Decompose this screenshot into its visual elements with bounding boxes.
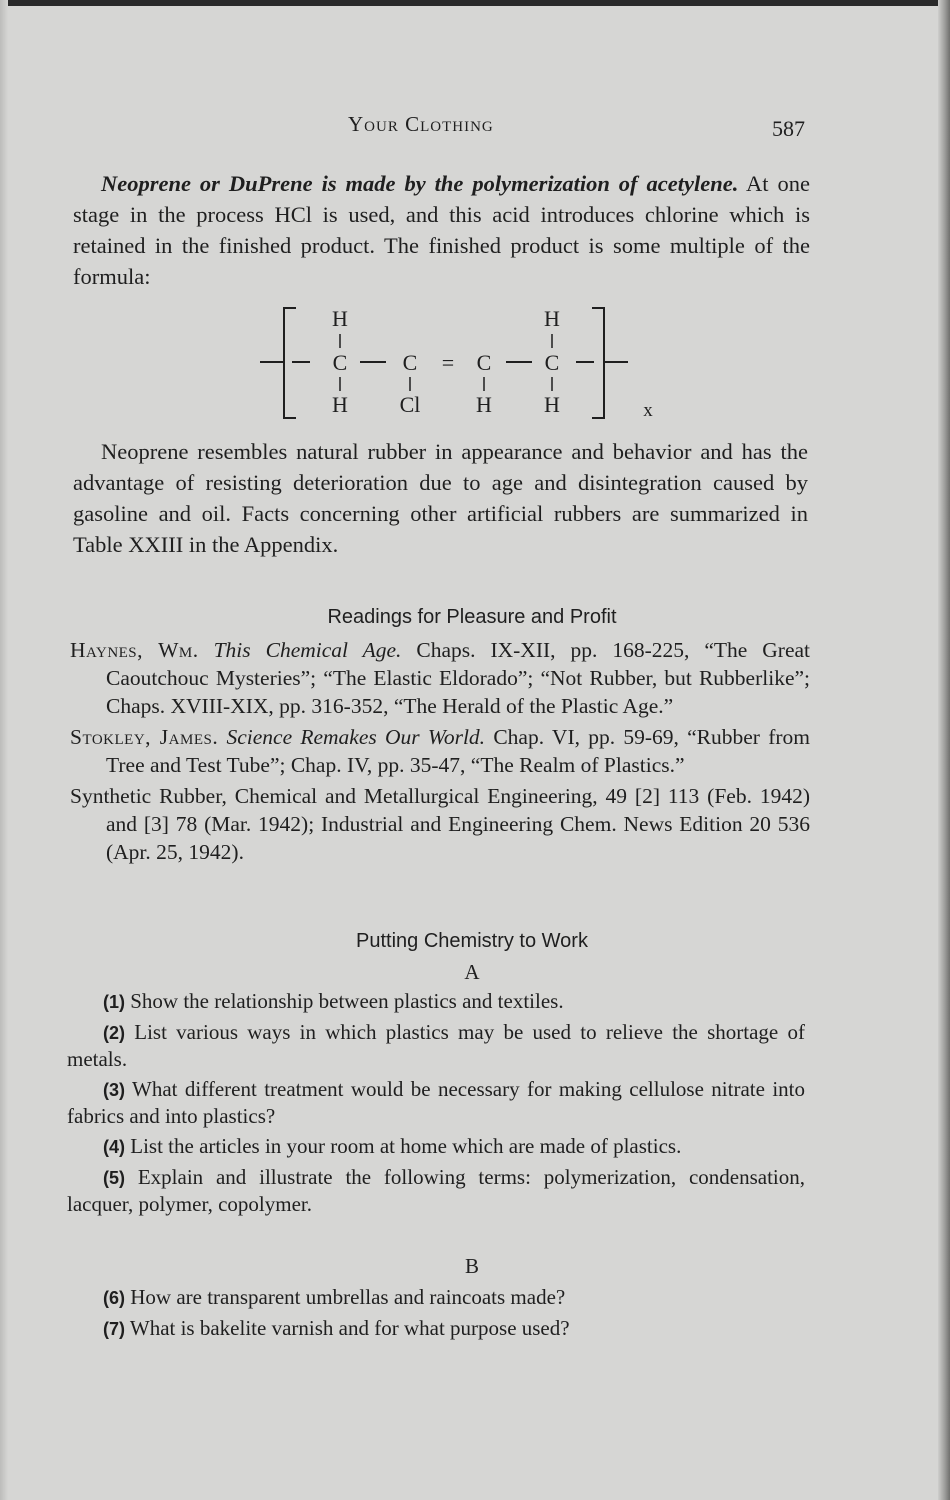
atom-c-1: C: [332, 350, 348, 375]
question-text: What is bakelite varnish and for what purpose used?: [129, 1316, 570, 1340]
section-b-label: B: [464, 1254, 479, 1278]
atom-c-4: C: [544, 350, 560, 375]
question-item: [67, 988, 805, 1015]
question-number: (4): [103, 1137, 125, 1157]
question-item: [67, 1315, 805, 1342]
atom-h-bottom-3: H: [476, 392, 492, 417]
atom-c-2: C: [402, 350, 418, 375]
atom-h-bottom-1: H: [332, 392, 348, 417]
paragraph-body: At one stage in the process HCl is used, and this acid introduces chlorine which is retained in the finished product. The finished product is some multiple of the formula:: [73, 171, 810, 289]
question-number: (7): [103, 1319, 125, 1339]
putting-heading: Putting Chemistry to Work: [356, 930, 588, 952]
atom-c-3: C: [476, 350, 492, 375]
reading-author: Haynes, Wm.: [70, 638, 199, 662]
question-text: What different treatment would be necessary for making cellulose nitrate into fabrics and into plastics?: [67, 1077, 805, 1128]
question-item: [67, 1019, 805, 1072]
questions-section-b: [67, 1284, 805, 1346]
formula-diagram: [250, 300, 670, 430]
question-item: [67, 1133, 805, 1160]
reading-item: [70, 636, 810, 720]
atom-h-top-1: H: [332, 306, 348, 331]
formula-subscript: x: [643, 400, 653, 421]
atom-cl: Cl: [399, 392, 421, 417]
reading-details: Synthetic Rubber, Chemical and Metallurgical Engineering, 49 [2] 113 (Feb. 1942) and [3] 78 (Mar. 1942); Industrial and Engineering Chem. News Edition 20 536 (Apr. 25, 1942).: [70, 784, 810, 864]
question-item: [67, 1076, 805, 1129]
questions-section-a: [67, 988, 805, 1221]
question-text: List various ways in which plastics may be used to relieve the shortage of metals.: [67, 1020, 805, 1071]
question-item: [67, 1164, 805, 1217]
page-top-edge: [0, 0, 950, 6]
paragraph-neoprene: [73, 168, 810, 292]
reading-title: This Chemical Age.: [213, 638, 402, 662]
reading-details: Chaps. IX-XII, pp. 168-225, “The Great Caoutchouc Mysteries”; “The Elastic Eldorado”; “Not Rubber, but Rubberlike”; Chaps. XVIII-XIX, pp. 316-352, “The Herald of the Plastic Age.”: [106, 638, 811, 718]
question-text: List the articles in your room at home which are made of plastics.: [130, 1134, 682, 1158]
question-number: (2): [103, 1023, 125, 1043]
question-text: Explain and illustrate the following terms: polymerization, condensation, lacquer, polymer, copolymer.: [67, 1165, 806, 1216]
reading-title: Science Remakes Our World.: [226, 725, 486, 749]
reading-author: Stokley, James.: [70, 725, 219, 749]
readings-heading: Readings for Pleasure and Profit: [327, 606, 617, 628]
section-a-label: A: [464, 960, 480, 984]
atom-h-top-4: H: [544, 306, 560, 331]
paragraph-emphasis: Neoprene or DuPrene is made by the polymerization of acetylene.: [101, 171, 739, 196]
reading-details: Chap. VI, pp. 59-69, “Rubber from Tree and Test Tube”; Chap. IV, pp. 35-47, “The Realm of Plastics.”: [106, 725, 811, 777]
question-number: (5): [103, 1168, 125, 1188]
page-number: 587: [772, 116, 805, 141]
reading-item: [70, 782, 810, 866]
readings-list: [70, 636, 810, 869]
atom-h-bottom-4: H: [544, 392, 560, 417]
question-text: How are transparent umbrellas and raincoats made?: [130, 1285, 566, 1309]
question-number: (3): [103, 1080, 125, 1100]
question-number: (1): [103, 992, 125, 1012]
running-head: Your Clothing: [348, 112, 494, 136]
bond-double: =: [441, 350, 455, 375]
reading-item: [70, 723, 810, 779]
question-number: (6): [103, 1288, 125, 1308]
question-text: Show the relationship between plastics and textiles.: [130, 989, 564, 1013]
question-item: [67, 1284, 805, 1311]
structural-formula: [250, 300, 670, 430]
paragraph-resembles: Neoprene resembles natural rubber in appearance and behavior and has the advantage of resisting deterioration due to age and disintegration caused by gasoline and oil. Facts concerning other artificial rubbers are summarized in Table XXIII in the Appendix.: [73, 439, 808, 557]
